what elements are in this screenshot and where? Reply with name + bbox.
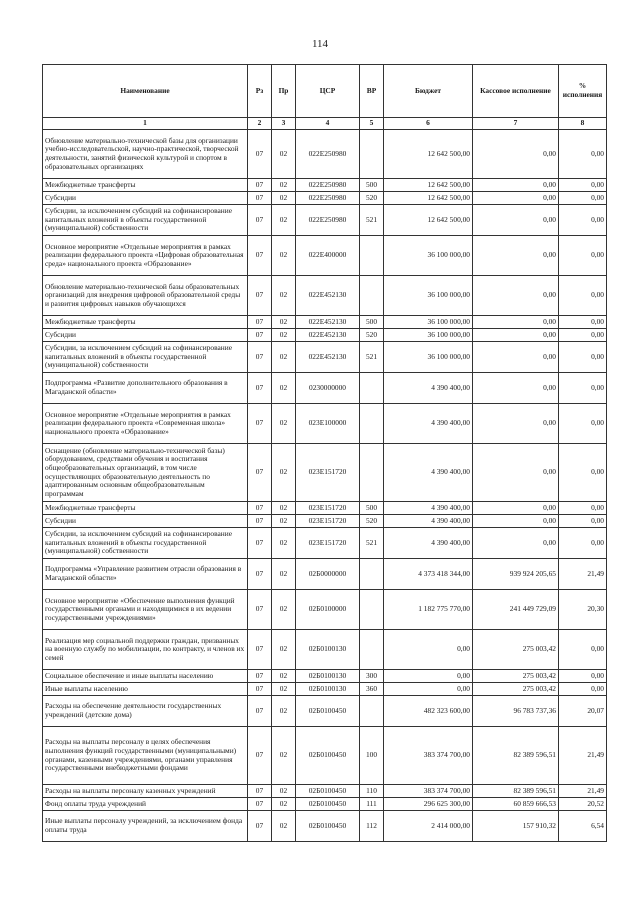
cell-pr: 02 — [272, 528, 296, 559]
cell-rz: 07 — [248, 342, 272, 373]
cell-percent: 20,52 — [559, 798, 607, 811]
cell-vr — [360, 373, 384, 404]
table-row — [43, 811, 607, 842]
cell-rz: 07 — [248, 404, 272, 444]
cell-cash: 0,00 — [473, 276, 559, 316]
cell-cash: 0,00 — [473, 329, 559, 342]
page-number: 114 — [311, 38, 329, 50]
cell-budget: 36 100 000,00 — [384, 236, 473, 276]
cell-cash: 0,00 — [473, 130, 559, 179]
cell-vr — [360, 236, 384, 276]
cell-vr — [360, 276, 384, 316]
column-index: 2 — [248, 118, 272, 130]
cell-vr: 520 — [360, 192, 384, 205]
cell-pr: 02 — [272, 192, 296, 205]
column-index: 5 — [360, 118, 384, 130]
table-row — [43, 670, 607, 683]
cell-rz: 07 — [248, 590, 272, 630]
cell-name: Реализация мер социальной поддержки граждан, призванных на военную службу по мобилизации, по контракту, и членов их семей — [43, 630, 248, 670]
cell-csr: 022E452130 — [296, 342, 360, 373]
cell-pr: 02 — [272, 670, 296, 683]
cell-percent: 20,07 — [559, 696, 607, 727]
cell-cash: 0,00 — [473, 373, 559, 404]
cell-cash: 0,00 — [473, 515, 559, 528]
table-row — [43, 515, 607, 528]
cell-budget: 12 642 500,00 — [384, 179, 473, 192]
cell-budget: 1 182 775 770,00 — [384, 590, 473, 630]
cell-cash: 0,00 — [473, 205, 559, 236]
cell-name: Субсидии — [43, 192, 248, 205]
cell-vr — [360, 590, 384, 630]
cell-budget: 383 374 700,00 — [384, 727, 473, 785]
cell-csr: 02Б0100130 — [296, 683, 360, 696]
cell-rz: 07 — [248, 502, 272, 515]
cell-rz: 07 — [248, 798, 272, 811]
table-row — [43, 683, 607, 696]
header-vr: ВР — [360, 65, 384, 118]
table-row — [43, 342, 607, 373]
column-index: 1 — [43, 118, 248, 130]
cell-csr: 02Б0100450 — [296, 727, 360, 785]
cell-csr: 022E250980 — [296, 179, 360, 192]
header-name: Наименование — [43, 65, 248, 118]
cell-budget: 482 323 600,00 — [384, 696, 473, 727]
cell-percent: 0,00 — [559, 192, 607, 205]
cell-pr: 02 — [272, 515, 296, 528]
table-row — [43, 785, 607, 798]
cell-name: Основное мероприятие «Отдельные мероприятия в рамках реализации федерального проекта «Современная школа» национального проекта «Образование» — [43, 404, 248, 444]
cell-pr: 02 — [272, 316, 296, 329]
cell-budget: 36 100 000,00 — [384, 276, 473, 316]
cell-percent: 0,00 — [559, 329, 607, 342]
cell-cash: 0,00 — [473, 316, 559, 329]
cell-pr: 02 — [272, 811, 296, 842]
cell-name: Расходы на выплаты персоналу в целях обеспечения выполнения функций государственными (муниципальными) органами, казенными учреждениями, органами управления государственными внебюджетными фондами — [43, 727, 248, 785]
cell-rz: 07 — [248, 373, 272, 404]
cell-cash: 0,00 — [473, 179, 559, 192]
cell-budget: 4 373 418 344,00 — [384, 559, 473, 590]
cell-rz: 07 — [248, 316, 272, 329]
cell-percent: 0,00 — [559, 630, 607, 670]
cell-cash: 0,00 — [473, 404, 559, 444]
cell-name: Обновление материально-технической базы для организации учебно-исследовательской, научно-практической, творческой деятельности, занятий физической культурой и спортом в образовательных организациях — [43, 130, 248, 179]
cell-rz: 07 — [248, 683, 272, 696]
cell-vr: 521 — [360, 342, 384, 373]
cell-vr: 110 — [360, 785, 384, 798]
cell-budget: 36 100 000,00 — [384, 329, 473, 342]
cell-pr: 02 — [272, 502, 296, 515]
cell-cash: 0,00 — [473, 236, 559, 276]
table-row — [43, 590, 607, 630]
cell-vr: 521 — [360, 528, 384, 559]
cell-vr — [360, 130, 384, 179]
column-index-row — [43, 118, 607, 130]
cell-rz: 07 — [248, 130, 272, 179]
cell-cash: 0,00 — [473, 528, 559, 559]
cell-percent: 21,49 — [559, 559, 607, 590]
cell-percent: 0,00 — [559, 316, 607, 329]
cell-vr — [360, 444, 384, 502]
cell-budget: 12 642 500,00 — [384, 205, 473, 236]
cell-rz: 07 — [248, 329, 272, 342]
table-body — [43, 130, 607, 842]
cell-vr: 100 — [360, 727, 384, 785]
cell-percent: 0,00 — [559, 444, 607, 502]
cell-percent: 0,00 — [559, 130, 607, 179]
cell-pr: 02 — [272, 785, 296, 798]
cell-budget: 4 390 400,00 — [384, 404, 473, 444]
table-row — [43, 528, 607, 559]
column-index: 3 — [272, 118, 296, 130]
table-row — [43, 727, 607, 785]
cell-name: Субсидии, за исключением субсидий на софинансирование капитальных вложений в объекты государственной (муниципальной) собственности — [43, 205, 248, 236]
cell-csr: 023E151720 — [296, 502, 360, 515]
cell-cash: 275 003,42 — [473, 630, 559, 670]
cell-rz: 07 — [248, 515, 272, 528]
table-row — [43, 205, 607, 236]
table-row — [43, 316, 607, 329]
cell-percent: 0,00 — [559, 683, 607, 696]
cell-cash: 157 910,32 — [473, 811, 559, 842]
cell-budget: 2 414 000,00 — [384, 811, 473, 842]
header-csr: ЦСР — [296, 65, 360, 118]
cell-pr: 02 — [272, 373, 296, 404]
cell-csr: 02Б0100450 — [296, 811, 360, 842]
cell-pr: 02 — [272, 444, 296, 502]
cell-vr: 521 — [360, 205, 384, 236]
cell-csr: 02Б0100000 — [296, 590, 360, 630]
cell-vr — [360, 404, 384, 444]
cell-percent: 0,00 — [559, 670, 607, 683]
cell-csr: 02Б0100450 — [296, 785, 360, 798]
table-row — [43, 329, 607, 342]
cell-rz: 07 — [248, 727, 272, 785]
cell-csr: 02Б0100130 — [296, 630, 360, 670]
cell-csr: 02Б0100450 — [296, 798, 360, 811]
cell-name: Подпрограмма «Развитие дополнительного образования в Магаданской области» — [43, 373, 248, 404]
header-pr: Пр — [272, 65, 296, 118]
header-cash: Кассовое исполнение — [473, 65, 559, 118]
table-row — [43, 502, 607, 515]
column-index: 6 — [384, 118, 473, 130]
cell-cash: 82 389 596,51 — [473, 785, 559, 798]
cell-cash: 96 783 737,36 — [473, 696, 559, 727]
cell-csr: 022E452130 — [296, 329, 360, 342]
cell-pr: 02 — [272, 205, 296, 236]
cell-cash: 0,00 — [473, 502, 559, 515]
cell-pr: 02 — [272, 342, 296, 373]
cell-percent: 0,00 — [559, 404, 607, 444]
cell-pr: 02 — [272, 329, 296, 342]
cell-percent: 0,00 — [559, 373, 607, 404]
cell-pr: 02 — [272, 404, 296, 444]
cell-name: Иные выплаты населению — [43, 683, 248, 696]
table-row — [43, 373, 607, 404]
budget-table — [42, 64, 607, 842]
cell-name: Субсидии — [43, 515, 248, 528]
table-row — [43, 559, 607, 590]
cell-percent: 20,30 — [559, 590, 607, 630]
cell-budget: 4 390 400,00 — [384, 528, 473, 559]
cell-name: Субсидии, за исключением субсидий на софинансирование капитальных вложений в объекты государственной (муниципальной) собственности — [43, 342, 248, 373]
table-row — [43, 276, 607, 316]
header-row — [43, 65, 607, 118]
table-row — [43, 404, 607, 444]
cell-percent: 21,49 — [559, 727, 607, 785]
cell-vr: 112 — [360, 811, 384, 842]
column-index: 8 — [559, 118, 607, 130]
cell-csr: 022E400000 — [296, 236, 360, 276]
cell-name: Субсидии, за исключением субсидий на софинансирование капитальных вложений в объекты государственной (муниципальной) собственности — [43, 528, 248, 559]
cell-percent: 21,49 — [559, 785, 607, 798]
cell-cash: 275 003,42 — [473, 670, 559, 683]
cell-budget: 296 625 300,00 — [384, 798, 473, 811]
cell-pr: 02 — [272, 798, 296, 811]
cell-name: Фонд оплаты труда учреждений — [43, 798, 248, 811]
cell-pr: 02 — [272, 130, 296, 179]
cell-csr: 022E250980 — [296, 192, 360, 205]
cell-vr — [360, 630, 384, 670]
cell-cash: 60 859 666,53 — [473, 798, 559, 811]
cell-name: Расходы на обеспечение деятельности государственных учреждений (детские дома) — [43, 696, 248, 727]
cell-csr: 02Б0100450 — [296, 696, 360, 727]
cell-rz: 07 — [248, 236, 272, 276]
column-index: 7 — [473, 118, 559, 130]
cell-pr: 02 — [272, 179, 296, 192]
header-percent: % исполнения — [559, 65, 607, 118]
cell-name: Субсидии — [43, 329, 248, 342]
cell-cash: 0,00 — [473, 342, 559, 373]
cell-vr: 500 — [360, 502, 384, 515]
table-row — [43, 236, 607, 276]
cell-name: Социальное обеспечение и иные выплаты населению — [43, 670, 248, 683]
table-row — [43, 444, 607, 502]
cell-csr: 023E151720 — [296, 444, 360, 502]
cell-pr: 02 — [272, 630, 296, 670]
cell-vr: 111 — [360, 798, 384, 811]
cell-vr — [360, 559, 384, 590]
cell-cash: 241 449 729,09 — [473, 590, 559, 630]
table-row — [43, 798, 607, 811]
cell-rz: 07 — [248, 696, 272, 727]
cell-cash: 0,00 — [473, 192, 559, 205]
cell-csr: 022E452130 — [296, 316, 360, 329]
cell-cash: 939 924 205,65 — [473, 559, 559, 590]
header-rz: Рз — [248, 65, 272, 118]
cell-name: Иные выплаты персоналу учреждений, за исключением фонда оплаты труда — [43, 811, 248, 842]
cell-csr: 023E151720 — [296, 528, 360, 559]
table-row — [43, 179, 607, 192]
cell-percent: 0,00 — [559, 528, 607, 559]
cell-percent: 0,00 — [559, 342, 607, 373]
table-row — [43, 630, 607, 670]
cell-rz: 07 — [248, 205, 272, 236]
cell-csr: 02Б0000000 — [296, 559, 360, 590]
cell-pr: 02 — [272, 276, 296, 316]
cell-name: Межбюджетные трансферты — [43, 316, 248, 329]
cell-name: Межбюджетные трансферты — [43, 179, 248, 192]
table-row — [43, 130, 607, 179]
cell-budget: 36 100 000,00 — [384, 316, 473, 329]
cell-csr: 022E452130 — [296, 276, 360, 316]
cell-csr: 0230000000 — [296, 373, 360, 404]
cell-cash: 0,00 — [473, 444, 559, 502]
column-index: 4 — [296, 118, 360, 130]
cell-budget: 4 390 400,00 — [384, 502, 473, 515]
cell-name: Расходы на выплаты персоналу казенных учреждений — [43, 785, 248, 798]
cell-name: Межбюджетные трансферты — [43, 502, 248, 515]
cell-percent: 0,00 — [559, 515, 607, 528]
cell-pr: 02 — [272, 590, 296, 630]
cell-vr: 520 — [360, 515, 384, 528]
cell-pr: 02 — [272, 559, 296, 590]
cell-budget: 4 390 400,00 — [384, 515, 473, 528]
cell-rz: 07 — [248, 528, 272, 559]
cell-budget: 0,00 — [384, 683, 473, 696]
cell-vr: 300 — [360, 670, 384, 683]
cell-percent: 0,00 — [559, 179, 607, 192]
cell-vr: 520 — [360, 329, 384, 342]
cell-vr — [360, 696, 384, 727]
table-row — [43, 192, 607, 205]
cell-budget: 4 390 400,00 — [384, 444, 473, 502]
cell-rz: 07 — [248, 785, 272, 798]
cell-budget: 4 390 400,00 — [384, 373, 473, 404]
cell-percent: 0,00 — [559, 502, 607, 515]
cell-budget: 12 642 500,00 — [384, 192, 473, 205]
cell-pr: 02 — [272, 696, 296, 727]
cell-vr: 500 — [360, 179, 384, 192]
cell-percent: 6,54 — [559, 811, 607, 842]
cell-budget: 36 100 000,00 — [384, 342, 473, 373]
cell-percent: 0,00 — [559, 276, 607, 316]
cell-csr: 022E250980 — [296, 130, 360, 179]
cell-percent: 0,00 — [559, 205, 607, 236]
cell-budget: 12 642 500,00 — [384, 130, 473, 179]
cell-name: Основное мероприятие «Отдельные мероприятия в рамках реализации федерального проекта «Цифровая образовательная среда» национального проекта «Образование» — [43, 236, 248, 276]
cell-rz: 07 — [248, 630, 272, 670]
cell-csr: 023E151720 — [296, 515, 360, 528]
cell-pr: 02 — [272, 236, 296, 276]
cell-csr: 02Б0100130 — [296, 670, 360, 683]
cell-name: Подпрограмма «Управление развитием отрасли образования в Магаданской области» — [43, 559, 248, 590]
cell-csr: 022E250980 — [296, 205, 360, 236]
cell-name: Оснащение (обновление материально-технической базы) оборудованием, средствами обучения и воспитания общеобразовательных организаций, в том числе осуществляющих образовательную деятельность по адаптированным основным общеобразовательным программам — [43, 444, 248, 502]
cell-cash: 275 003,42 — [473, 683, 559, 696]
cell-csr: 023E100000 — [296, 404, 360, 444]
cell-name: Основное мероприятие «Обеспечение выполнения функций государственными органами и находящимися в их ведении государственными учреждениями» — [43, 590, 248, 630]
cell-rz: 07 — [248, 444, 272, 502]
cell-budget: 383 374 700,00 — [384, 785, 473, 798]
cell-vr: 360 — [360, 683, 384, 696]
cell-rz: 07 — [248, 559, 272, 590]
cell-rz: 07 — [248, 276, 272, 316]
table-row — [43, 696, 607, 727]
cell-rz: 07 — [248, 811, 272, 842]
cell-rz: 07 — [248, 179, 272, 192]
cell-pr: 02 — [272, 683, 296, 696]
cell-name: Обновление материально-технической базы образовательных организаций для внедрения цифровой образовательной среды и развития цифровых навыков обучающихся — [43, 276, 248, 316]
cell-percent: 0,00 — [559, 236, 607, 276]
cell-rz: 07 — [248, 192, 272, 205]
header-budget: Бюджет — [384, 65, 473, 118]
cell-cash: 82 389 596,51 — [473, 727, 559, 785]
cell-rz: 07 — [248, 670, 272, 683]
cell-vr: 500 — [360, 316, 384, 329]
cell-budget: 0,00 — [384, 670, 473, 683]
cell-pr: 02 — [272, 727, 296, 785]
cell-budget: 0,00 — [384, 630, 473, 670]
